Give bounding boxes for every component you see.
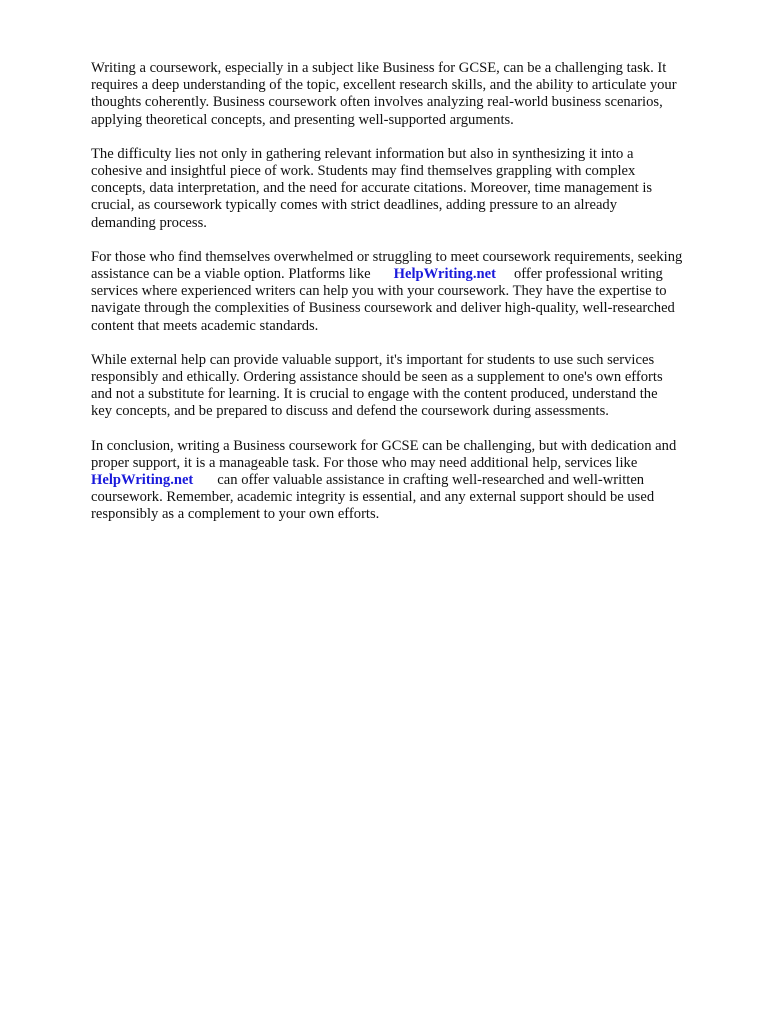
paragraph-assistance-before: For those who find themselves overwhelmed or struggling to meet coursework requirements, seeking assistance can be a viable option. Platforms like [91, 248, 683, 283]
paragraph-conclusion [91, 438, 719, 524]
paragraph-difficulty: The difficulty lies not only in gathering relevant information but also in synthesizing it into a cohesive and insightful piece of work. Students may find themselves grappling with complex concepts, data interpretation, and the need for accurate citations. Moreover, time management is crucial, as coursework typically comes with strict deadlines, adding pressure to an already demanding process. [91, 145, 653, 231]
paragraph-assistance [91, 249, 719, 335]
document-page [91, 60, 719, 541]
paragraph-ethics: While external help can provide valuable support, it's important for students to use such services responsibly and ethically. Ordering assistance should be seen as a supplement to one's own efforts and not a substitute for learning. It is crucial to engage with the content produced, understand the key concepts, and be prepared to discuss and defend the coursework during assessments. [91, 351, 663, 420]
helpwriting-link[interactable]: HelpWriting.net [393, 266, 496, 283]
helpwriting-link-conclusion[interactable]: HelpWriting.net [91, 472, 194, 489]
paragraph-conclusion-before: In conclusion, writing a Business coursework for GCSE can be challenging, but with dedication and proper support, it is a manageable task. For those who may need additional help, services like [91, 437, 677, 471]
paragraph-assistance-after: offer professional writing services where experienced writers can help you with your coursework. They have the expertise to navigate through the complexities of Business coursework and deliver high-quality, well-researched content that meets academic standards. [91, 266, 675, 334]
paragraph-conclusion-after: can offer valuable assistance in crafting well-researched and well-written coursework. Remember, academic integrity is essential, and any external support should be used responsibly as a complement to your own efforts. [91, 472, 655, 523]
paragraph-intro: Writing a coursework, especially in a subject like Business for GCSE, can be a challenging task. It requires a deep understanding of the topic, excellent research skills, and the ability to articulate your thoughts coherently. Business coursework often involves analyzing real-world business scenarios, applying theoretical concepts, and presenting well-supported arguments. [91, 60, 677, 128]
